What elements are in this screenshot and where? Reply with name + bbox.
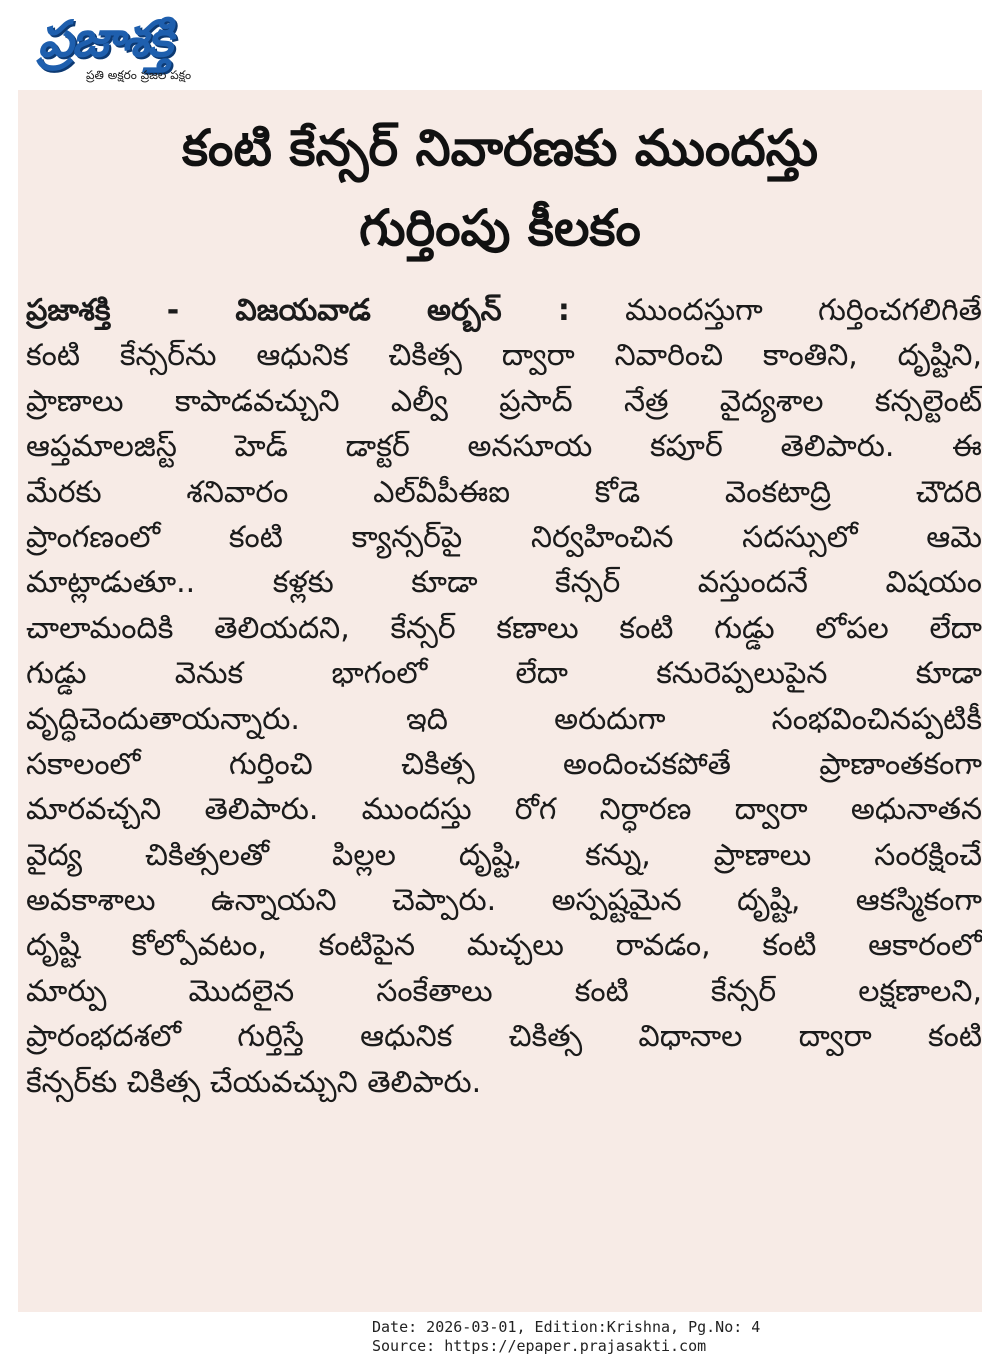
- headline-line-2: గుర్తింపు కీలకం: [359, 199, 641, 257]
- body-line: మేరకు శనివారం ఎల్‌వీపీఈఐ కోడె వెంకటాద్రి చౌదరి: [26, 474, 982, 510]
- body-line: వైద్య చికిత్సలతో పిల్లల దృష్టి, కన్ను, ప్రాణాలు సంరక్షించే: [26, 837, 982, 873]
- logo-tagline: ప్రతి అక్షరం ప్రజల పక్షం: [86, 68, 192, 82]
- page-footer: [372, 1318, 760, 1356]
- body-line-text: ముందస్తుగా గుర్తించగలిగితే: [625, 293, 982, 328]
- body-line: అవకాశాలు ఉన్నాయని చెప్పారు. అస్పష్టమైన దృష్టి, ఆకస్మికంగా: [26, 883, 982, 919]
- footer-source: Source: https://epaper.prajasakti.com: [372, 1337, 707, 1355]
- body-line: ప్రాణాలు కాపాడవచ్చుని ఎల్వీ ప్రసాద్ నేత్ర వైద్యశాల కన్సల్టెంట్: [26, 383, 982, 419]
- headline-line-1: కంటి కేన్సర్ నివారణకు ముందస్తు: [181, 119, 819, 177]
- article-headline: [18, 108, 982, 268]
- article-clipping: [18, 90, 982, 1312]
- article-body: [26, 288, 982, 1105]
- body-line: గుడ్డు వెనుక భాగంలో లేదా కనురెప్పలుపైన కూడా: [26, 656, 982, 692]
- body-line: మాట్లాడుతూ.. కళ్లకు కూడా కేన్సర్ వస్తుందనే విషయం: [26, 565, 982, 601]
- body-line: ప్రారంభదశలో గుర్తిస్తే ఆధునిక చికిత్స విధానాల ద్వారా కంటి: [26, 1019, 982, 1055]
- body-line: మారవచ్చని తెలిపారు. ముందస్తు రోగ నిర్ధారణ ద్వారా అధునాతన: [26, 792, 982, 828]
- body-line: కేన్సర్‌కు చికిత్స చేయవచ్చుని తెలిపారు.: [26, 1064, 482, 1100]
- article-byline: ప్రజాశక్తి - విజయవాడ అర్బన్ :: [26, 293, 570, 328]
- body-line: ఆప్తమాలజిస్ట్ హెడ్ డాక్టర్ అనసూయ కపూర్ తెలిపారు. ఈ: [26, 429, 982, 465]
- footer-date: Date: 2026-03-01, Edition:Krishna, Pg.No: 4: [372, 1318, 761, 1336]
- body-line: చాలామందికి తెలియదని, కేన్సర్ కణాలు కంటి గుడ్డు లోపల లేదా: [26, 610, 982, 646]
- body-line: వృద్ధిచెందుతాయన్నారు. ఇది అరుదుగా సంభవించినప్పటికీ: [26, 701, 982, 737]
- body-line: సకాలంలో గుర్తించి చికిత్స అందించకపోతే ప్రాణాంతకంగా: [26, 746, 982, 782]
- logo-wordmark: ప్రజాశక్తి: [38, 10, 171, 68]
- body-line: మార్పు మొదలైన సంకేతాలు కంటి కేన్సర్ లక్షణాలని,: [26, 973, 982, 1009]
- masthead-logo: [38, 8, 288, 88]
- body-line: దృష్టి కోల్పోవటం, కంటిపైన మచ్చలు రావడం, కంటి ఆకారంలో: [26, 928, 982, 964]
- body-line: ప్రాంగణంలో కంటి క్యాన్సర్‌పై నిర్వహించిన సదస్సులో ఆమె: [26, 519, 982, 555]
- body-line: కంటి కేన్సర్‌ను ఆధునిక చికిత్స ద్వారా నివారించి కాంతిని, దృష్టిని,: [26, 338, 982, 374]
- body-line: [26, 288, 982, 333]
